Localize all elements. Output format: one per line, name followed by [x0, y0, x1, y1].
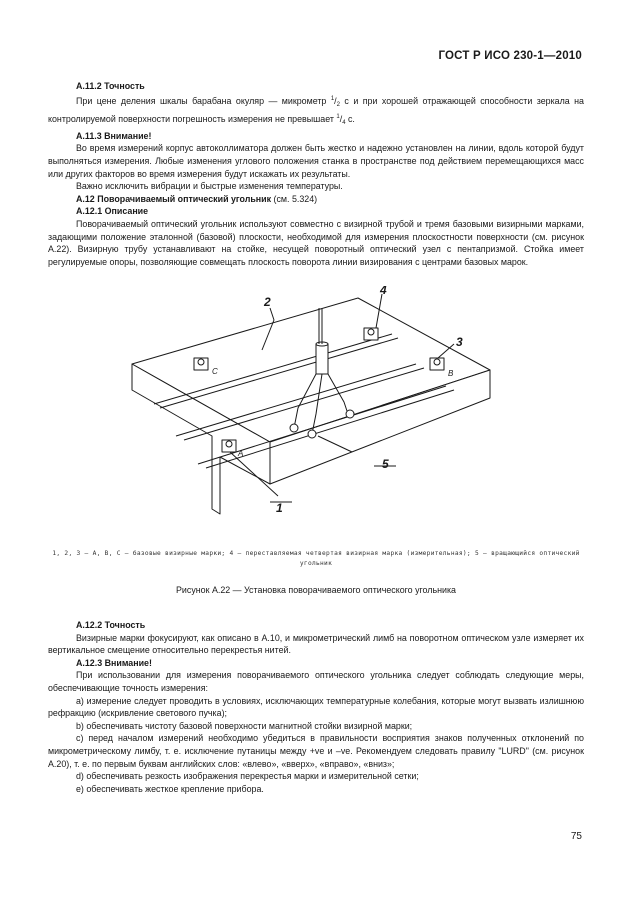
label-c: C [212, 367, 218, 376]
list-item-c: с) перед началом измерений необходимо убедиться в правильности восприятия знаков полученных отклонений по микрометрическому лимбу, т. е. исключение путаницы между +ve и –ve. Рекомендуем следовать правилу "LURD" (см. рисунок А.20), т. е. по первым буквам английских слов: «влево», «вверх», «вправо», «вниз»; [48, 733, 584, 769]
a112-text-middle: с и при хорошей отражающей способности зеркала на контролируемой поверхности погрешность измерения не превышает [48, 95, 584, 125]
target-a [222, 440, 236, 452]
list-item-e: е) обеспечивать жесткое крепление прибора. [76, 783, 264, 794]
fraction1-denominator: 2 [336, 101, 340, 108]
heading-a121: А.12.1 Описание [76, 206, 149, 217]
a12-heading-text: А.12 Поворачиваемый оптический угольник [76, 193, 272, 204]
heading-a112: А.11.2 Точность [76, 81, 145, 91]
label-2: 2 [264, 295, 271, 309]
foot-right [346, 410, 354, 418]
paragraph-a123-intro: При использовании для измерения поворачиваемого оптического угольника следует соблюдать следующие меры, обеспечивающие точность измерения: [48, 670, 584, 693]
a12-reference: (см. 5.324) [271, 193, 318, 204]
a112-text-after: с. [345, 114, 355, 125]
label-5: 5 [382, 457, 389, 471]
list-item-d: d) обеспечивать резкость изображения перекрестья марки и измерительной сетки; [76, 771, 419, 782]
leader-2 [270, 308, 274, 320]
optical-head [316, 344, 328, 374]
target-4 [364, 328, 378, 340]
label-a: A [238, 449, 244, 458]
standard-header: ГОСТ Р ИСО 230-1—2010 [438, 50, 582, 62]
label-4: 4 [380, 286, 387, 297]
paragraph-a113-1: Во время измерений корпус автоколлиматора должен быть жестко и надежно установлен на линии, вдоль которой будут выполняться измерения. Любые изменения углового положения станка в пространстве под действием перемещающихся масс или других факторов во время измерения будут искажать их результаты. [48, 143, 584, 179]
section-lower [48, 619, 584, 795]
paragraph-a112: При цене деления шкалы барабана окуляр — микрометр $^1/_2$ с и при хорошей отражающей способности зеркала на контролируемой поверхности погрешность измерения не превышает $^1/_4$ с. [48, 95, 584, 127]
fraction2-denominator: 4 [342, 120, 346, 127]
label-1: 1 [276, 501, 283, 515]
target-b [430, 358, 444, 370]
list-item-a: а) измерение следует проводить в условиях, исключающих температурные колебания, которые могут вызвать излишнюю рефракцию (искривление светового пучка); [48, 695, 584, 719]
heading-a123: А.12.3 Внимание! [76, 657, 152, 668]
foot-left [290, 424, 298, 432]
paragraph-a122: Визирные марки фокусируют, как описано в А.10, и микрометрический лимб на поворотном оптическом узле измеряет их вертикальное смещение относительно перекрестья нитей. [48, 632, 584, 656]
foot-center [308, 430, 316, 438]
list-item-b: b) обеспечивать чистоту базовой поверхности магнитной стойки визирной марки; [76, 720, 413, 731]
label-3: 3 [456, 335, 463, 349]
heading-a122: А.12.2 Точность [76, 620, 146, 630]
section-upper [48, 80, 584, 268]
paragraph-a121: Поворачиваемый оптический угольник используют совместно с визирной трубой и тремя базовыми визирными марками, задающими положение эталонной (базовой) плоскости, необходимой для измерения плоскостности поверхности (см. рисунок А.22). Визирную трубу устанавливают на стойке, несущей поворотный оптический узел с пентапризмой. Стойка имеет регулируемые опоры, позволяющие совмещать плоскость поворота линии визирования с центрами базовых марок. [48, 218, 584, 267]
target-c [194, 358, 208, 370]
figure-legend: 1, 2, 3 — А, В, С — базовые визирные марки; 4 — переставляемая четвертая визирная марка (измерительная); 5 — вращающийся оптический угольник [52, 550, 580, 567]
heading-a113: А.11.3 Внимание! [76, 130, 152, 141]
fraction1-numerator: 1 [330, 95, 335, 102]
page-number: 75 [570, 831, 582, 842]
label-b: B [448, 369, 454, 378]
figure-optical-square [120, 286, 510, 526]
heading-a12 [48, 193, 584, 206]
figure-title: Рисунок А.22 — Установка поворачиваемого оптического угольника [176, 585, 456, 595]
fraction2-numerator: 1 [336, 114, 340, 121]
a112-text-before: При цене деления шкалы барабана окуляр — микрометр [76, 95, 331, 106]
paragraph-a113-2: Важно исключить вибрации и быстрые изменения температуры. [76, 181, 343, 192]
